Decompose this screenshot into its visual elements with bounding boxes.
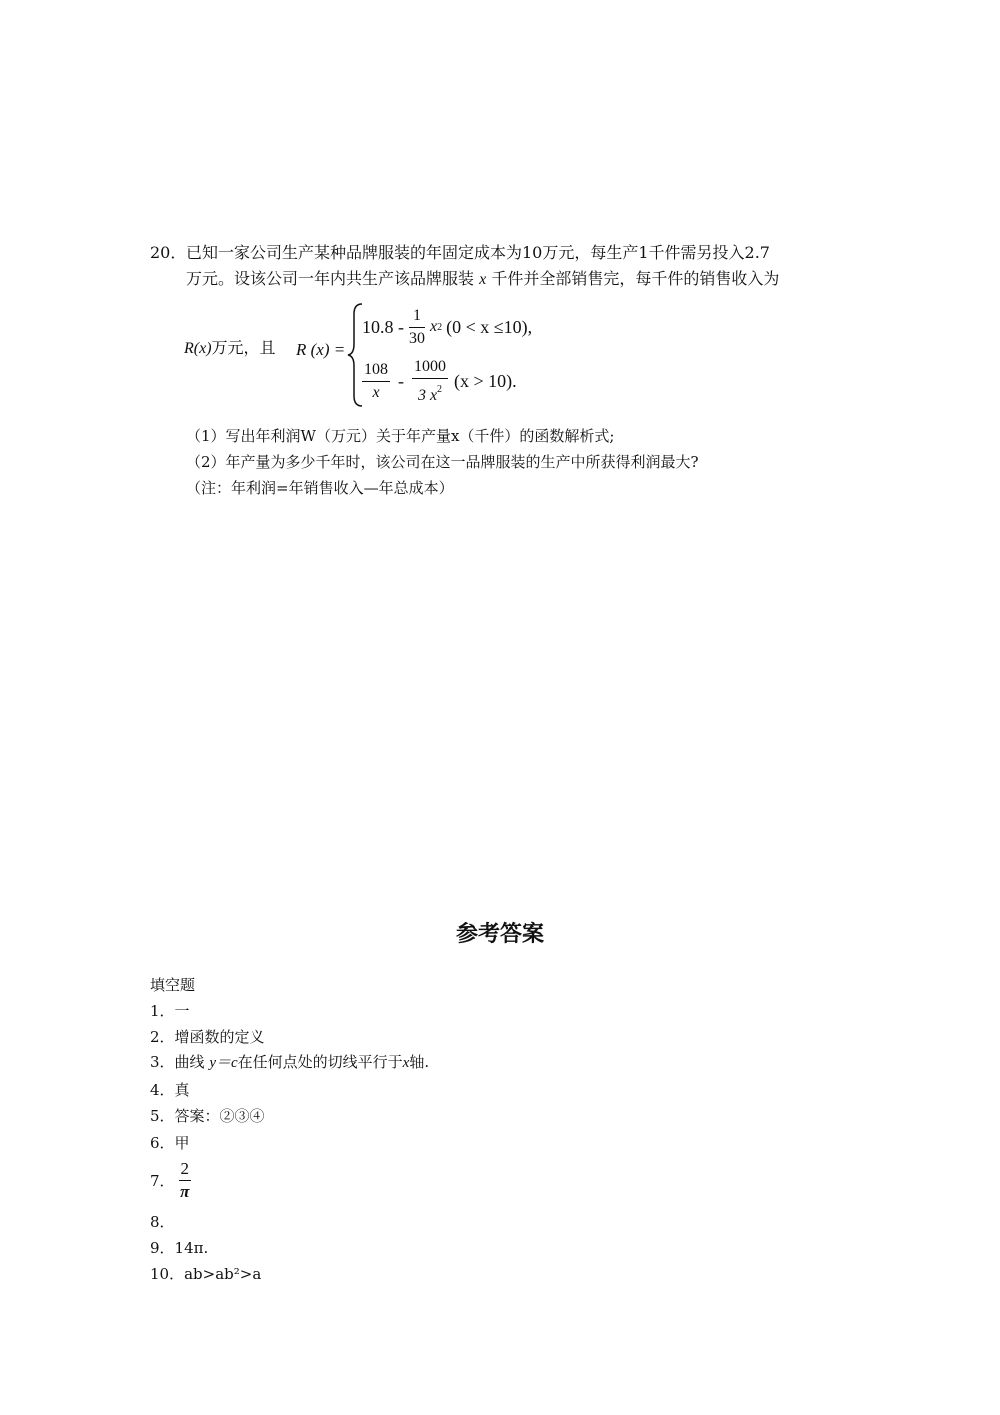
answer-3-x: x [402,1055,410,1071]
answers-heading: 参考答案 [455,922,544,947]
answer-7-den: π [180,1181,190,1201]
answer-7-num: 2 [179,1158,192,1181]
answer-3-end: 轴. [409,1053,430,1071]
piece-2-exp: 2 [437,383,443,395]
piece-2-den-2: 3 x [417,386,438,404]
answer-10: 10．ab>ab²>a [150,1265,262,1283]
answer-7-fraction [179,1158,192,1203]
answer-5: 5．答案：②③④ [150,1107,265,1125]
piece-2 [362,357,517,405]
problem-line-2a: 万元。设该公司一年内共生产该品牌服装 [186,269,475,288]
note: （注：年利润=年销售收入—年总成本） [186,479,454,497]
piece-1 [362,303,532,351]
piece-2-fraction-2 [412,356,448,407]
answer-1: 1．一 [150,1002,190,1020]
sub-question-1: （1）写出年利润W（万元）关于年产量x（千件）的函数解析式; [186,427,615,445]
answer-8: 8． [150,1213,175,1231]
problem-line-2 [186,266,779,289]
answer-4: 4．真 [150,1081,190,1099]
piece-2-den-2-wrap [412,379,448,407]
piece-2-minus: - [398,370,404,391]
r-eq: R (x) = [296,340,346,359]
piece-2-den-1: x [372,383,380,401]
piece-2-fraction-1 [362,359,390,404]
answer-6: 6．甲 [150,1134,190,1152]
piece-1-const: 10.8 - [362,316,404,337]
problem-number: 20． [150,243,187,262]
piece-2-num-1: 108 [362,359,390,382]
piece-1-den: 30 [409,329,425,347]
piece-1-cond: (0 < x ≤10), [446,316,533,337]
piece-1-fraction [409,305,425,350]
r-lead-func: R(x) [184,340,212,357]
piece-2-num-2: 1000 [412,356,448,379]
answer-7 [150,1155,191,1205]
piece-1-exp: 2 [437,321,443,333]
answer-3-prefix: 3．曲线 [150,1053,205,1071]
piece-1-num: 1 [409,305,425,328]
piece-1-x: x [430,318,438,335]
answers-section: 填空题 [150,976,196,994]
r-lead [184,335,276,358]
answer-3-eq: y＝c [209,1055,238,1071]
answer-3-mid: 在任何点处的切线平行于 [237,1053,403,1071]
var-x: x [479,271,487,288]
answer-7-prefix: 7． [150,1171,175,1190]
sub-question-2: （2）年产量为多少千年时，该公司在这一品牌服装的生产中所获得利润最大? [186,453,699,471]
problem-line-1: 已知一家公司生产某种品牌服装的年固定成本为10万元，每生产1千件需另投入2.7 [186,243,770,262]
answer-9: 9．14π. [150,1239,209,1257]
piece-2-cond: (x > 10). [454,370,517,391]
problem-line-2b: 千件并全部销售完，每千件的销售收入为 [491,269,780,288]
r-lead-text: 万元，且 [211,338,276,357]
answer-3 [150,1051,429,1072]
answer-2: 2．增函数的定义 [150,1028,265,1046]
